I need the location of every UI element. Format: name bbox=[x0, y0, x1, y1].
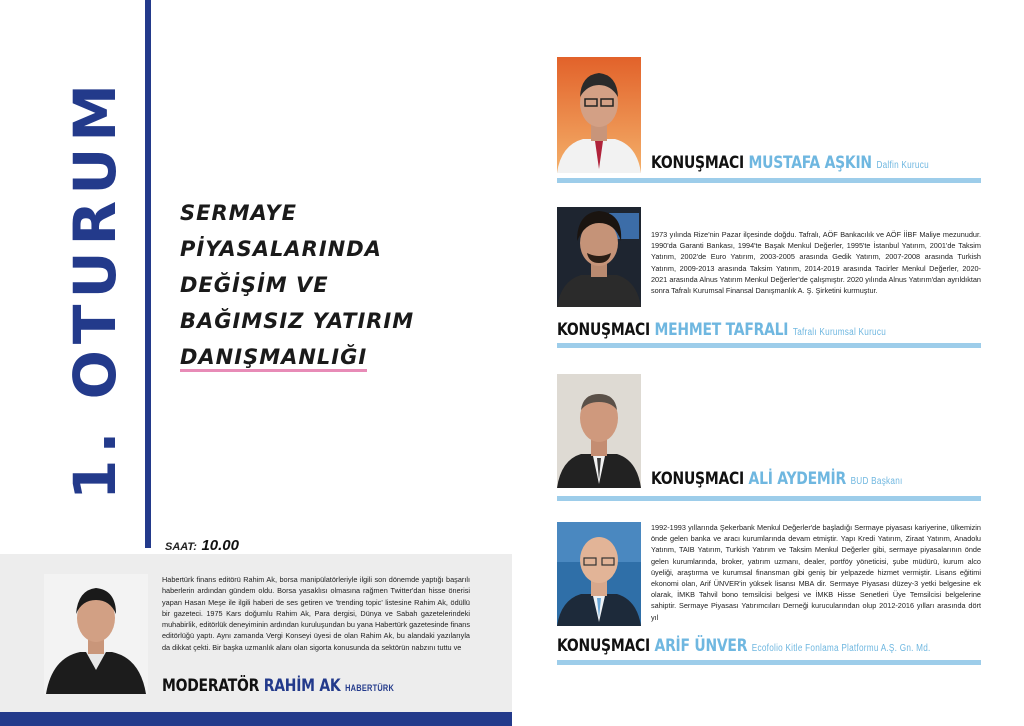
vertical-accent-bar bbox=[145, 0, 151, 548]
speaker-name-line bbox=[557, 320, 958, 340]
moderator-name-line bbox=[162, 676, 445, 696]
speaker-bio: 1973 yılında Rize'nin Pazar ilçesinde doğdu. Tafralı, AÖF Bankacılık ve AÖF İİBF Maliye mezunudur. 1990'da Garanti Bankası, 1994'te Başak Menkul Değerler, 1995'te İstanbul Yatırım, 2001'de Taksim Yatırım, 2002'de Euro Yatırım, 2003-2005 arasında Gedik Yatırım, 2007-2008 arasında Turkish Yatırım, 2009-2013 arasında Taksim Yatırım, 2014-2019 arasında Tacirler Menkul Değerler, 2020-2021 arasında Alnus Yatırım Menkul Değerler'de çalışmıştır. 2020 yılında Alnus Yatırım'dan ayrıldıktan sonra Tafralı Kurumsal Finansal Danışmanlık A. Ş. Şirketini kurmuştur. bbox=[651, 230, 981, 296]
speaker-photo bbox=[557, 207, 641, 307]
bottom-accent-bar bbox=[0, 712, 512, 726]
time-label: SAAT: bbox=[165, 541, 197, 553]
speaker-bio: 1992-1993 yıllarında Şekerbank Menkul Değerler'de başladığı Sermaye piyasası kariyerine, ülkemizin önde gelen banka ve aracı kurumlarında devam etmiştir. Yapı Kredi Yatırım, Ziraat Yatırım, Anadolu Yatırım, TAIB Yatırım, Turkish Yatırım ve Taksim Menkul Değerler gibi, sermaye piyasalarının önde gelen kurumlarında, broker, yatırım uzmanı, dealer, portföy yöneticisi, şube müdürü, kurum alco üyeliği, araştırma ve kurumsal finansman gibi geniş bir yelpazede hizmet vermiştir. Lisans eğitimi ekonomi olan, Arif ÜNVER'in yüksek lisansı MBA dir. Sermaye Piyasası düzey-3 yetki belgesine ek olarak, İMKB Tahvil bono temsilcisi belgesi ve İMKB Hisse Senetleri Üye Temsilcisi belgelerine sahiptir. Sermaye Piyasası Yatırımcıları Derneği kurucularından olup 2012-2016 yılları arasında dört yıl bbox=[651, 523, 981, 622]
topic-line: DANIŞMANLIĞI bbox=[180, 345, 367, 372]
speaker-role: KONUŞMACI bbox=[557, 320, 650, 340]
moderator-role: MODERATÖR bbox=[162, 676, 260, 696]
topic-line: BAĞIMSIZ YATIRIM bbox=[180, 309, 415, 333]
speaker-name-line bbox=[651, 153, 990, 173]
divider-line bbox=[557, 343, 981, 348]
moderator-bio: Habertürk finans editörü Rahim Ak, borsa manipülatörleriyle ilgili son dönemde yaptığı başarılı haberlerin ardından gündem oldu. Borsa yasaklısı olmasına rağmen Twitter'dan hisse önerisi yapan Hasan Meşe ile ilgili haberi de ses getiren ve 'trending topic' listesine Rahim Ak, ödüllü bir gazeteci. 1975 Kars doğumlu Rahim Ak, Para dergisi, Dünya ve Sabah gazetelerindeki muhabirlik, editörlük deneyiminin ardından kuruluşundan bu yana Habertürk gazetesinde finans editörlüğü yaptı. Aynı zamanda Vergi Konseyi üyesi de olan Rahim Ak, bu alandaki yazılarıyla da dikkat çekti. Bir başka uzmanlık alanı olan sigorta konusunda da sektörün nabzını tuttu ve bbox=[162, 575, 470, 652]
divider-line bbox=[557, 178, 981, 183]
speaker-org: Ecofolio Kitle Fonlama Platformu A.Ş. Gn. Md. bbox=[751, 643, 931, 654]
speaker-name: MEHMET TAFRALI bbox=[654, 320, 789, 340]
moderator-name: RAHİM AK bbox=[263, 676, 341, 696]
time-value: 10.00 bbox=[201, 537, 239, 554]
speaker-name-line bbox=[557, 636, 1013, 656]
topic-line: SERMAYE bbox=[180, 201, 297, 225]
speaker-name: ALİ AYDEMİR bbox=[748, 469, 846, 489]
speaker-photo bbox=[557, 522, 641, 626]
speaker-name-line bbox=[651, 469, 958, 489]
speaker-photo bbox=[557, 57, 641, 173]
session-title: 1. OTURUM bbox=[61, 77, 129, 500]
speaker-org: Tafralı Kurumsal Kurucu bbox=[792, 327, 887, 338]
speaker-role: KONUŞMACI bbox=[557, 636, 650, 656]
divider-line bbox=[557, 496, 981, 501]
moderator-org: HABERTÜRK bbox=[345, 683, 395, 693]
speaker-name: MUSTAFA AŞKIN bbox=[748, 153, 872, 173]
session-topic bbox=[180, 195, 480, 375]
session-time bbox=[165, 537, 239, 555]
topic-line: DEĞİŞİM VE bbox=[180, 273, 329, 297]
speaker-photo bbox=[557, 374, 641, 488]
speaker-name: ARİF ÜNVER bbox=[654, 636, 748, 656]
speaker-role: KONUŞMACI bbox=[651, 153, 744, 173]
speaker-org: Dalfin Kurucu bbox=[876, 160, 929, 171]
topic-line: PİYASALARINDA bbox=[180, 237, 382, 261]
divider-line bbox=[557, 660, 981, 665]
moderator-photo bbox=[44, 574, 148, 694]
speaker-org: BUD Başkanı bbox=[850, 476, 903, 487]
speaker-role: KONUŞMACI bbox=[651, 469, 744, 489]
